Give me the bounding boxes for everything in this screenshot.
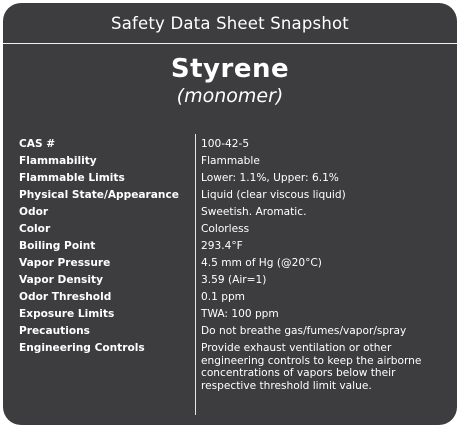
- property-label: Flammable Limits: [19, 172, 125, 184]
- property-label: Vapor Pressure: [19, 257, 111, 269]
- chemical-name-block: [3, 53, 457, 108]
- property-label: Physical State/Appearance: [19, 189, 179, 201]
- sds-card: [3, 3, 457, 425]
- property-label: CAS #: [19, 138, 56, 150]
- property-row: [19, 306, 449, 323]
- properties-table: [19, 136, 449, 392]
- property-value: Liquid (clear viscous liquid): [201, 189, 346, 201]
- property-value: 3.59 (Air=1): [201, 274, 267, 286]
- property-row: [19, 136, 449, 153]
- property-value: Flammable: [201, 155, 260, 167]
- property-row: [19, 289, 449, 306]
- property-row: [19, 221, 449, 238]
- chemical-name: Styrene: [170, 54, 290, 84]
- property-row: [19, 238, 449, 255]
- card-header: [3, 3, 457, 44]
- property-row: [19, 272, 449, 289]
- chemical-form: (monomer): [176, 85, 284, 107]
- property-value: Do not breathe gas/fumes/vapor/spray: [201, 325, 407, 337]
- card-title: Safety Data Sheet Snapshot: [111, 13, 349, 33]
- property-row: [19, 204, 449, 221]
- property-label: Engineering Controls: [19, 342, 145, 354]
- property-row: [19, 170, 449, 187]
- property-row: [19, 323, 449, 340]
- property-label: Flammability: [19, 155, 97, 167]
- property-value: TWA: 100 ppm: [201, 308, 279, 320]
- property-value: Colorless: [201, 223, 250, 235]
- property-label: Odor Threshold: [19, 291, 112, 303]
- property-value: Provide exhaust ventilation or other engineering controls to keep the airborne concentrations of vapors below their respective threshold limit value.: [201, 342, 422, 392]
- property-label: Precautions: [19, 325, 90, 337]
- property-value: Sweetish. Aromatic.: [201, 206, 307, 218]
- property-row: [19, 255, 449, 272]
- property-value: 0.1 ppm: [201, 291, 245, 303]
- property-value: 100-42-5: [201, 138, 250, 150]
- property-value: Lower: 1.1%, Upper: 6.1%: [201, 172, 339, 184]
- property-label: Vapor Density: [19, 274, 103, 286]
- property-row: [19, 340, 449, 392]
- property-label: Exposure Limits: [19, 308, 115, 320]
- property-value: 4.5 mm of Hg (@20°C): [201, 257, 322, 269]
- property-row: [19, 187, 449, 204]
- property-row: [19, 153, 449, 170]
- property-value: 293.4°F: [201, 240, 243, 252]
- property-label: Color: [19, 223, 51, 235]
- property-label: Boiling Point: [19, 240, 96, 252]
- property-label: Odor: [19, 206, 49, 218]
